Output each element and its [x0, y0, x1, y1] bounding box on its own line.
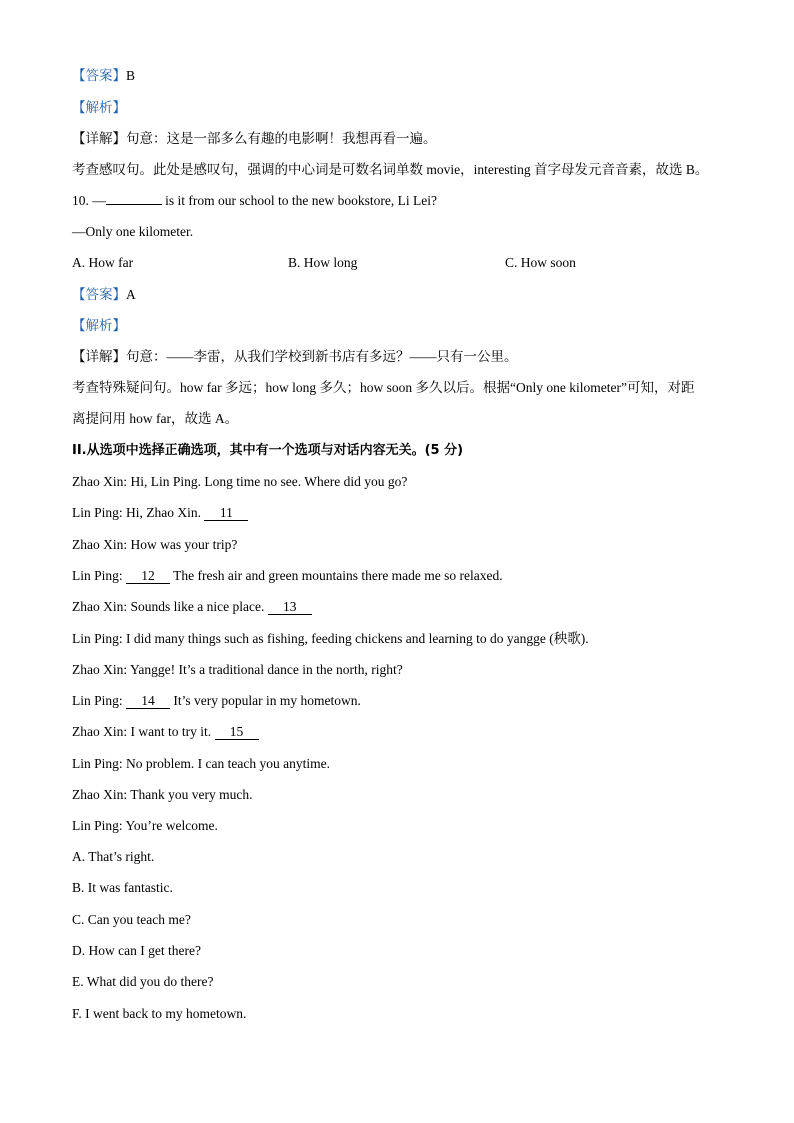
dialogue-blank-14: 14: [126, 693, 170, 709]
dialogue-text-after: The fresh air and green mountains there made me so relaxed.: [170, 568, 503, 583]
q10-reply: [72, 223, 193, 241]
q10-option-b: B. How long: [288, 255, 358, 270]
dialogue-line: [72, 630, 589, 648]
dialogue-speaker: Zhao Xin:: [72, 537, 131, 552]
dialogue-speaker: Lin Ping:: [72, 505, 127, 520]
dialogue-text: How was your trip?: [130, 537, 238, 552]
q10-number: 10. —: [72, 193, 106, 208]
q10-stem-rest: is it from our school to the new bookstore, Li Lei?: [161, 193, 437, 208]
dialogue-text: No problem. I can teach you anytime.: [126, 756, 330, 771]
q10-answer-line: [72, 286, 136, 304]
q10-detail-text: 句意：——李雷，从我们学校到新书店有多远？——只有一公里。: [126, 349, 518, 364]
q10-stem: [72, 192, 437, 210]
q10-explain-text-1: 考查特殊疑问句。how far 多远；how long 多久；how soon 多久以后。根据“Only one kilometer”可知，对距: [72, 380, 695, 395]
q10-detail-tag: 【详解】: [72, 349, 126, 364]
q9-explain-line: [72, 161, 708, 179]
q9-analysis-tag: 【解析】: [72, 100, 126, 115]
q10-answer-value: A: [126, 287, 136, 302]
dialogue-blank-15: 15: [215, 724, 259, 740]
dialogue-text: I want to try it.: [130, 724, 215, 739]
dialogue-text: Yangge! It’s a traditional dance in the north, right?: [130, 662, 403, 677]
choice-item: F. I went back to my hometown.: [72, 1006, 247, 1021]
q10-blank: [106, 204, 162, 205]
q10-analysis-line: [72, 317, 126, 335]
q10-explain-text-2: 离提问用 how far，故选 A。: [72, 411, 239, 426]
q9-detail-tag: 【详解】: [72, 131, 126, 146]
dialogue-speaker: Lin Ping:: [72, 631, 127, 646]
dialogue-line: [72, 786, 252, 804]
dialogue-speaker: Zhao Xin:: [72, 787, 131, 802]
dialogue-blank-13: 13: [268, 599, 312, 615]
dialogue-blank-11: 11: [204, 505, 248, 521]
q10-detail-line: [72, 348, 518, 366]
dialogue-text: Hi, Zhao Xin.: [126, 505, 205, 520]
q10-option-c: C. How soon: [505, 255, 576, 270]
dialogue-line: [72, 661, 403, 679]
q10-option-a: A. How far: [72, 255, 134, 270]
choice-item: C. Can you teach me?: [72, 912, 191, 927]
dialogue-text: Thank you very much.: [130, 787, 253, 802]
q10-answer-tag: 【答案】: [72, 287, 126, 302]
choice-item: E. What did you do there?: [72, 974, 214, 989]
q10-reply-text: —Only one kilometer.: [72, 224, 194, 239]
q9-answer-value: B: [126, 68, 136, 83]
dialogue-text: Hi, Lin Ping. Long time no see. Where did you go?: [130, 474, 408, 489]
section-heading: II.从选项中选择正确选项，其中有一个选项与对话内容无关。(5 分): [72, 443, 464, 458]
choice-item: A. That’s right.: [72, 849, 155, 864]
dialogue-line: [72, 567, 503, 585]
dialogue-text: You’re welcome.: [125, 818, 218, 833]
choice-item: D. How can I get there?: [72, 943, 201, 958]
dialogue-speaker: Zhao Xin:: [72, 474, 131, 489]
dialogue-line: [72, 536, 237, 554]
dialogue-text-after: It’s very popular in my hometown.: [170, 693, 361, 708]
dialogue-line: [72, 692, 361, 710]
q9-answer-tag: 【答案】: [72, 68, 126, 83]
dialogue-speaker: Zhao Xin:: [72, 724, 131, 739]
q9-detail-line: [72, 130, 437, 148]
dialogue-speaker: Zhao Xin:: [72, 599, 131, 614]
q9-answer-line: [72, 67, 135, 85]
dialogue-line: [72, 504, 248, 522]
dialogue-line: [72, 755, 330, 773]
dialogue-line: [72, 723, 259, 741]
dialogue-speaker: Lin Ping:: [72, 568, 127, 583]
q9-explain-text: 考查感叹句。此处是感叹句，强调的中心词是可数名词单数 movie，interesting 首字母发元音音素，故选 B。: [72, 162, 709, 177]
q10-explain-line-1: [72, 379, 694, 397]
choice-item: B. It was fantastic.: [72, 880, 173, 895]
dialogue-line: [72, 598, 312, 616]
q10-explain-line-2: [72, 410, 238, 428]
dialogue-line: [72, 817, 218, 835]
dialogue-speaker: Zhao Xin:: [72, 662, 130, 677]
dialogue-text: Sounds like a nice place.: [130, 599, 268, 614]
dialogue-speaker: Lin Ping:: [72, 756, 127, 771]
dialogue-speaker: Lin Ping:: [72, 693, 127, 708]
q10-analysis-tag: 【解析】: [72, 318, 126, 333]
dialogue-line: [72, 473, 407, 491]
q9-detail-text: 句意：这是一部多么有趣的电影啊！我想再看一遍。: [126, 131, 437, 146]
dialogue-text: I did many things such as fishing, feeding chickens and learning to do yangge (秧歌).: [126, 631, 589, 646]
dialogue-speaker: Lin Ping:: [72, 818, 126, 833]
q9-analysis-line: [72, 99, 126, 117]
dialogue-blank-12: 12: [126, 568, 170, 584]
